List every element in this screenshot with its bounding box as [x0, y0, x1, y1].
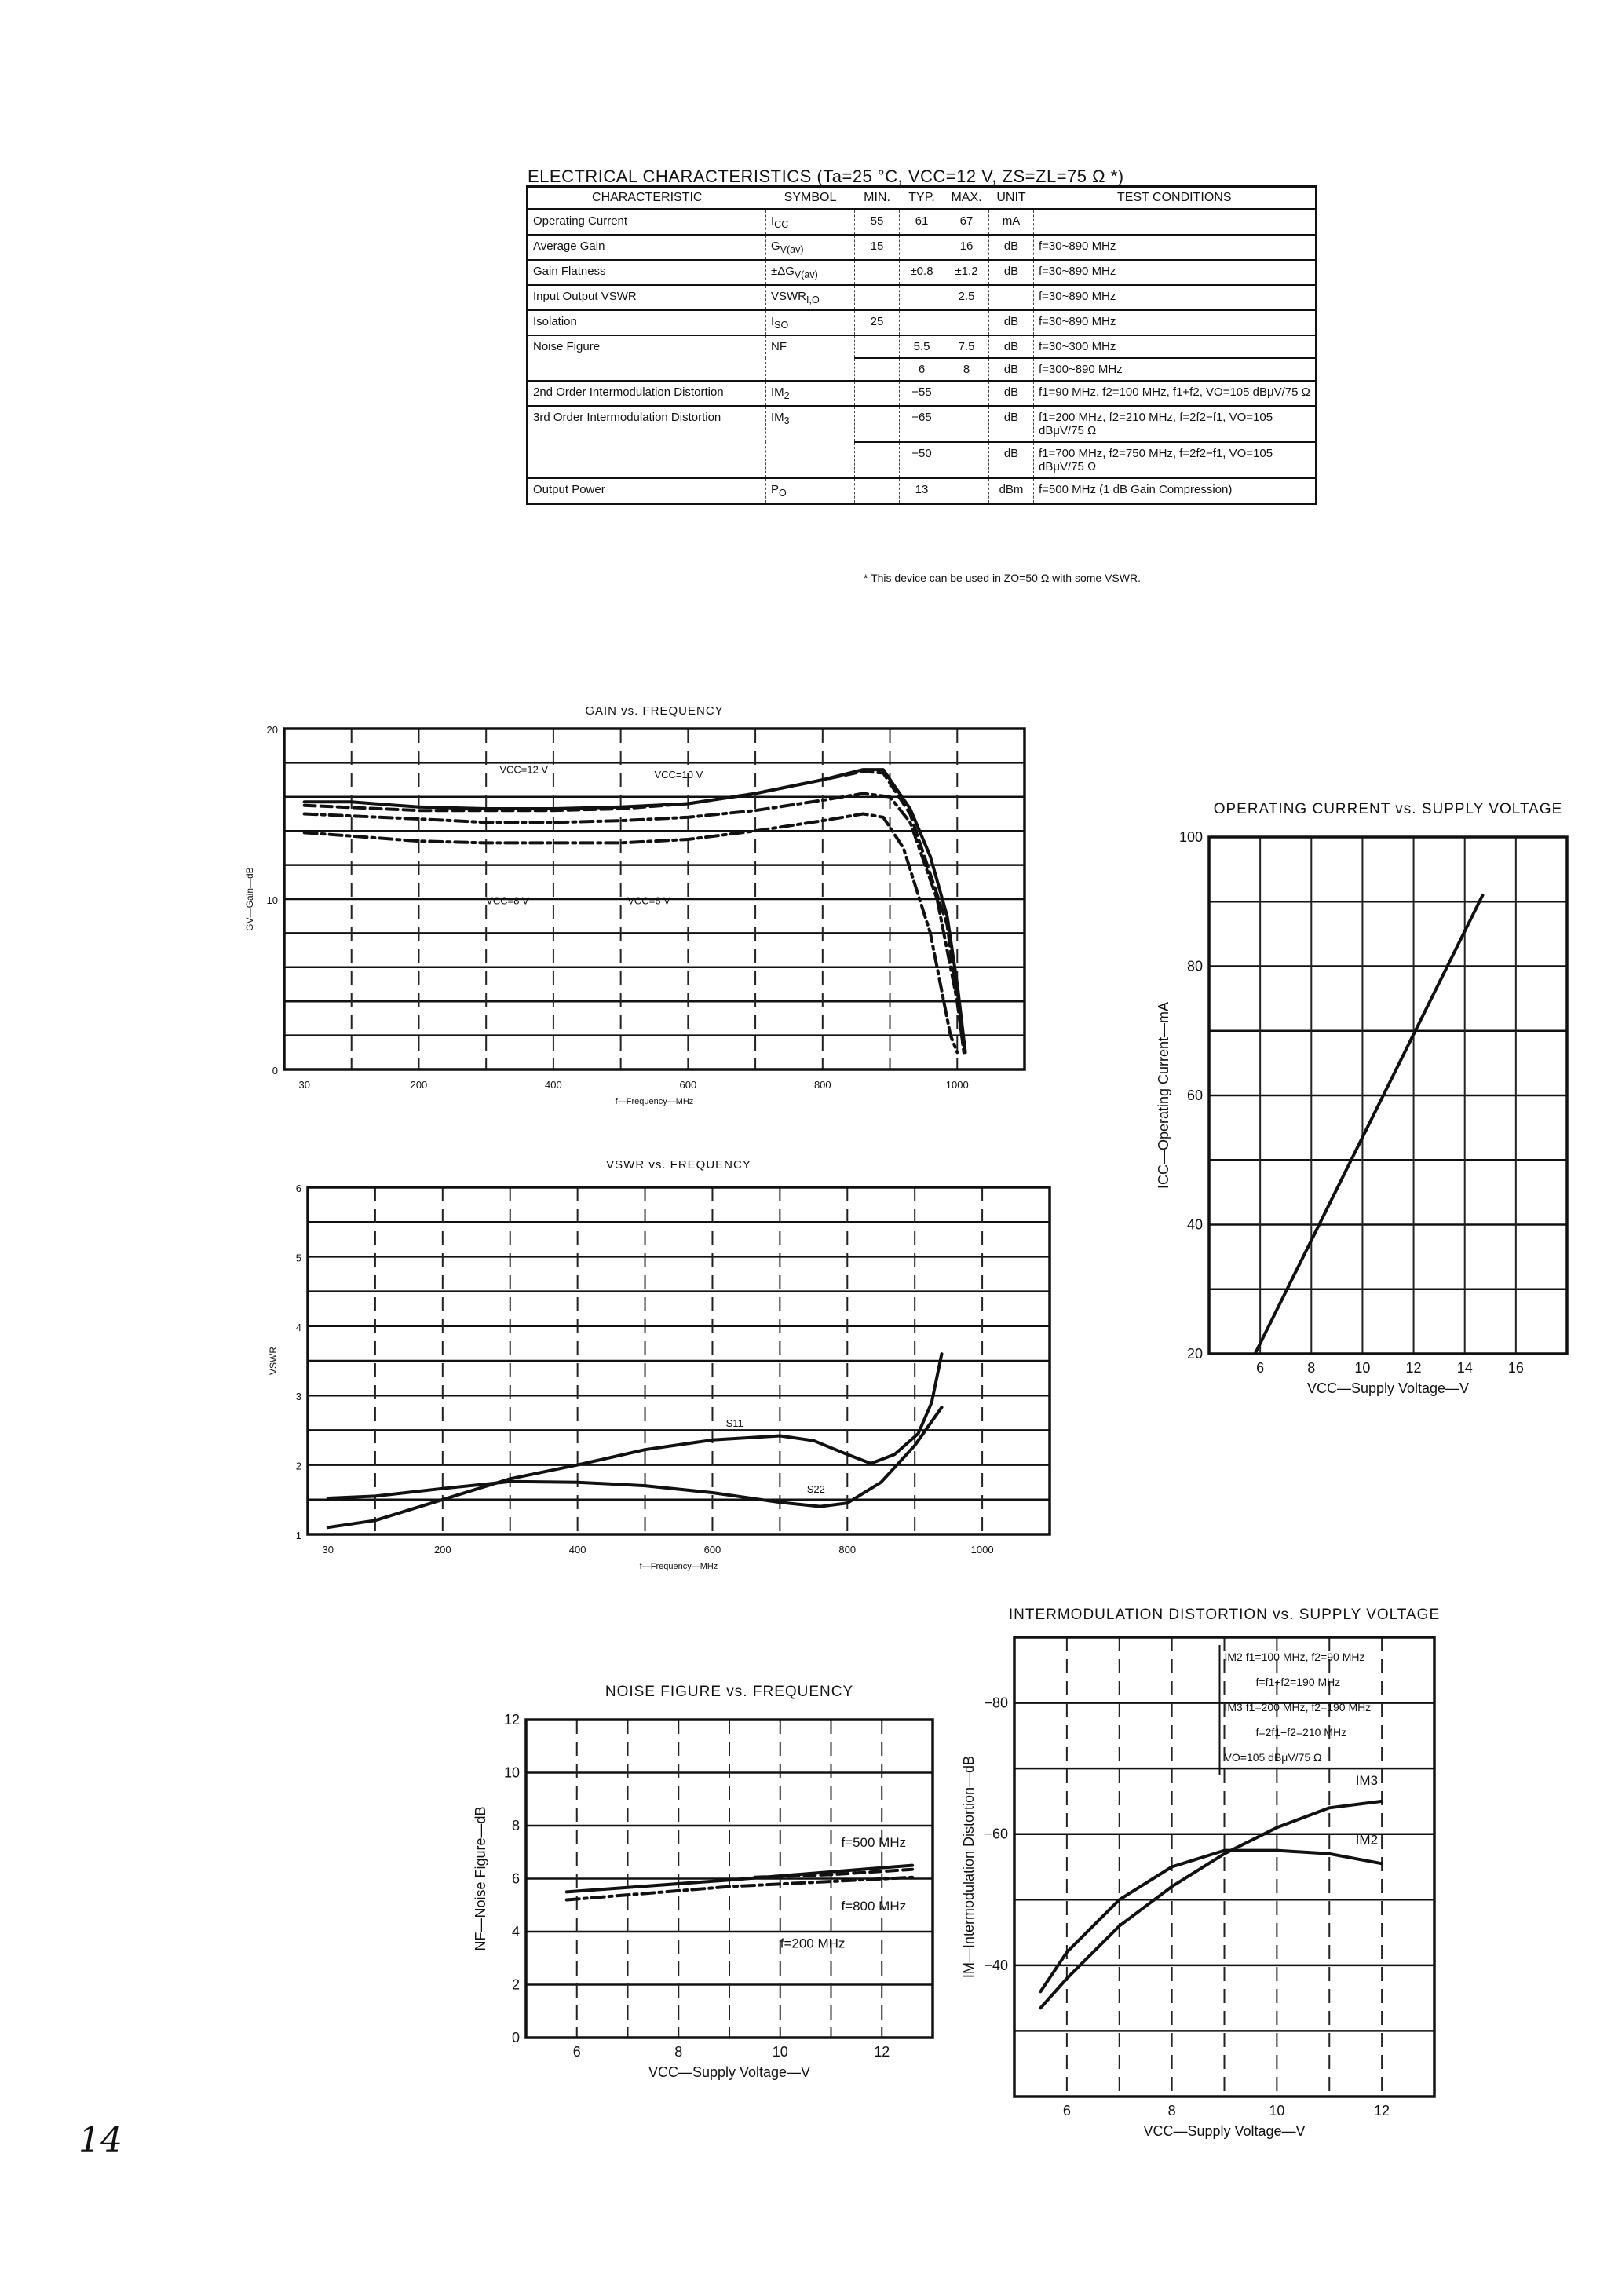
- max-cell: 2.5: [944, 285, 989, 310]
- y-tick-label: 2: [511, 1976, 520, 1993]
- x-tick-label: 1000: [945, 1079, 969, 1091]
- header-typ: TYP.: [900, 187, 944, 210]
- x-tick-label: 6: [1062, 2103, 1071, 2119]
- unit-cell: dB: [989, 335, 1034, 358]
- min-cell: 25: [855, 310, 900, 335]
- x-tick-label: 8: [674, 2044, 683, 2060]
- symbol-base: G: [771, 239, 780, 253]
- y-tick-label: −60: [984, 1826, 1008, 1842]
- x-tick-label: 200: [410, 1079, 428, 1091]
- characteristic-cell: 3rd Order Intermodulation Distortion: [528, 406, 766, 478]
- typ-cell: 61: [900, 210, 944, 236]
- y-tick-label: −40: [984, 1957, 1008, 1973]
- legend-line: VO=105 dBμV/75 Ω: [1224, 1751, 1322, 1764]
- symbol-base: IM: [771, 411, 784, 424]
- unit-cell: dB: [989, 442, 1034, 478]
- legend-line: f=2f1−f2=210 MHz: [1255, 1726, 1347, 1738]
- unit-cell: dB: [989, 310, 1034, 335]
- x-tick-label: 800: [813, 1079, 831, 1091]
- curve-label: VCC=12 V: [499, 763, 549, 776]
- x-tick-label: 12: [1374, 2103, 1390, 2119]
- test-conditions-cell: f=30~890 MHz: [1034, 285, 1317, 310]
- y-axis-label: VSWR: [268, 1347, 279, 1375]
- header-unit: UNIT: [989, 187, 1034, 210]
- typ-cell: 6: [900, 358, 944, 381]
- x-tick-label: 10: [772, 2044, 788, 2060]
- symbol-subscript: 3: [784, 415, 790, 426]
- legend-line: IM3 f1=200 MHz, f2=190 MHz: [1224, 1701, 1372, 1713]
- characteristic-cell: Output Power: [528, 478, 766, 504]
- curve-label: IM2: [1355, 1832, 1379, 1848]
- unit-cell: dBm: [989, 478, 1034, 504]
- curve-label: S11: [725, 1417, 743, 1429]
- symbol-subscript: 2: [784, 390, 790, 401]
- page-number: 14: [79, 2120, 122, 2160]
- x-tick-label: 16: [1507, 1360, 1524, 1376]
- y-tick-label: 0: [511, 2030, 520, 2046]
- chart-title: INTERMODULATION DISTORTION vs. SUPPLY VOLTAGE: [1008, 1607, 1441, 1623]
- header-characteristic: CHARACTERISTIC: [528, 187, 766, 210]
- test-conditions-cell: f=300~890 MHz: [1034, 358, 1317, 381]
- characteristic-cell: Noise Figure: [528, 335, 766, 381]
- symbol-base: NF: [771, 340, 787, 353]
- chart-title: NOISE FIGURE vs. FREQUENCY: [605, 1684, 854, 1700]
- y-axis-label: ICC—Operating Current—mA: [1156, 1001, 1171, 1190]
- x-tick-label: 14: [1456, 1360, 1473, 1376]
- series-line-im2: [1040, 1851, 1382, 1992]
- chart-gain: [244, 704, 1025, 1106]
- chart-title: VSWR vs. FREQUENCY: [606, 1158, 751, 1172]
- test-conditions-cell: f=500 MHz (1 dB Gain Compression): [1034, 478, 1317, 504]
- unit-cell: dB: [989, 260, 1034, 285]
- typ-cell: −50: [900, 442, 944, 478]
- min-cell: 15: [855, 235, 900, 260]
- symbol-base: IM: [771, 386, 784, 399]
- unit-cell: dB: [989, 235, 1034, 260]
- x-tick-label: 6: [572, 2044, 581, 2060]
- max-cell: 8: [944, 358, 989, 381]
- y-tick-label: 10: [266, 894, 278, 906]
- x-tick-label: 600: [679, 1079, 697, 1091]
- max-cell: ±1.2: [944, 260, 989, 285]
- typ-cell: ±0.8: [900, 260, 944, 285]
- symbol-base: I: [771, 214, 775, 228]
- legend-line: f=f1+f2=190 MHz: [1255, 1676, 1341, 1688]
- curve-label: f=800 MHz: [841, 1899, 907, 1914]
- test-conditions-cell: f1=200 MHz, f2=210 MHz, f=2f2−f1, VO=105 dBμV/75 Ω: [1034, 406, 1317, 442]
- y-tick-label: 4: [511, 1924, 520, 1940]
- series-line-vcc-12-v: [305, 770, 966, 1052]
- x-tick-label: 400: [545, 1079, 562, 1091]
- chart-im: [961, 1607, 1440, 2139]
- x-tick-label: 12: [874, 2044, 890, 2060]
- chart-icc: [1156, 801, 1567, 1396]
- y-tick-label: 2: [295, 1460, 301, 1472]
- header-symbol: SYMBOL: [766, 187, 855, 210]
- symbol-subscript: O: [779, 488, 787, 499]
- symbol-subscript: SO: [774, 320, 789, 331]
- unit-cell: dB: [989, 358, 1034, 381]
- unit-cell: dB: [989, 381, 1034, 406]
- x-tick-label: 8: [1307, 1360, 1316, 1376]
- y-tick-label: 8: [511, 1818, 520, 1834]
- characteristic-cell: Input Output VSWR: [528, 285, 766, 310]
- table-footnote: * This device can be used in ZO=50 Ω with some VSWR.: [864, 572, 1141, 584]
- curve-label: VCC=10 V: [654, 768, 703, 781]
- typ-cell: −55: [900, 381, 944, 406]
- curve-label: VCC=8 V: [486, 894, 529, 907]
- y-tick-label: 20: [266, 724, 278, 736]
- y-tick-label: 60: [1186, 1088, 1203, 1103]
- x-axis-label: VCC—Supply Voltage—V: [648, 2064, 811, 2080]
- y-tick-label: 20: [1186, 1346, 1203, 1362]
- symbol-subscript: CC: [774, 219, 789, 230]
- typ-cell: −65: [900, 406, 944, 442]
- chart-title: GAIN vs. FREQUENCY: [585, 704, 724, 718]
- x-tick-label: 12: [1405, 1360, 1422, 1376]
- curve-label: VCC=6 V: [627, 894, 670, 907]
- x-tick-label: 800: [838, 1544, 857, 1556]
- symbol-base: I: [771, 315, 775, 328]
- x-tick-label: 10: [1269, 2103, 1285, 2119]
- y-tick-label: 1: [295, 1530, 301, 1541]
- characteristic-cell: Operating Current: [528, 210, 766, 236]
- x-axis-label: VCC—Supply Voltage—V: [1306, 1380, 1470, 1396]
- legend-line: IM2 f1=100 MHz, f2=90 MHz: [1224, 1651, 1365, 1663]
- y-tick-label: 3: [295, 1391, 301, 1403]
- symbol-base: ±ΔG: [771, 265, 795, 278]
- header-max: MAX.: [944, 187, 989, 210]
- symbol-base: P: [771, 483, 780, 496]
- y-axis-label: GV—Gain—dB: [244, 867, 255, 931]
- x-tick-label: 200: [433, 1544, 451, 1556]
- x-tick-label: 1000: [970, 1544, 994, 1556]
- y-tick-label: 40: [1186, 1216, 1203, 1233]
- y-tick-label: 6: [295, 1183, 301, 1194]
- header-min: MIN.: [855, 187, 900, 210]
- test-conditions-cell: f=30~300 MHz: [1034, 335, 1317, 358]
- test-conditions-cell: f1=90 MHz, f2=100 MHz, f1+f2, VO=105 dBμV/75 Ω: [1034, 381, 1317, 406]
- chart-title: OPERATING CURRENT vs. SUPPLY VOLTAGE: [1213, 801, 1563, 817]
- characteristic-cell: Average Gain: [528, 235, 766, 260]
- symbol-base: VSWR: [771, 290, 806, 303]
- chart-vswr: [268, 1158, 1050, 1571]
- y-tick-label: 12: [503, 1712, 520, 1727]
- test-conditions-cell: f=30~890 MHz: [1034, 310, 1317, 335]
- y-axis-label: NF—Noise Figure—dB: [473, 1806, 488, 1951]
- chart-nf: [473, 1684, 933, 2080]
- max-cell: 67: [944, 210, 989, 236]
- x-tick-label: 400: [568, 1544, 586, 1556]
- max-cell: 16: [944, 235, 989, 260]
- y-tick-label: −80: [984, 1695, 1008, 1711]
- header-test-conditions: TEST CONDITIONS: [1034, 187, 1317, 210]
- y-tick-label: 10: [503, 1764, 520, 1781]
- y-tick-label: 4: [295, 1321, 301, 1333]
- x-tick-label: 8: [1167, 2103, 1176, 2119]
- series-line-vcc-8-v: [305, 794, 964, 1053]
- y-axis-label: IM—Intermodulation Distortion—dB: [961, 1755, 977, 1979]
- y-tick-label: 6: [511, 1870, 520, 1887]
- y-tick-label: 100: [1178, 829, 1203, 845]
- typ-cell: 5.5: [900, 335, 944, 358]
- curve-label: f=200 MHz: [780, 1936, 846, 1951]
- curve-label: S22: [806, 1483, 825, 1495]
- characteristic-cell: 2nd Order Intermodulation Distortion: [528, 381, 766, 406]
- symbol-subscript: I,O: [806, 294, 820, 305]
- characteristic-cell: Gain Flatness: [528, 260, 766, 285]
- x-tick-label: 6: [1256, 1360, 1265, 1376]
- max-cell: 7.5: [944, 335, 989, 358]
- x-axis-label: VCC—Supply Voltage—V: [1143, 2123, 1306, 2139]
- typ-cell: 13: [900, 478, 944, 504]
- x-tick-label: 10: [1354, 1360, 1371, 1376]
- characteristic-cell: Isolation: [528, 310, 766, 335]
- test-conditions-cell: f=30~890 MHz: [1034, 235, 1317, 260]
- curve-label: IM3: [1355, 1773, 1379, 1789]
- test-conditions-cell: f1=700 MHz, f2=750 MHz, f=2f2−f1, VO=105 dBμV/75 Ω: [1034, 442, 1317, 478]
- symbol-subscript: V(av): [794, 269, 818, 280]
- y-tick-label: 5: [295, 1252, 301, 1264]
- x-axis-label: f—Frequency—MHz: [639, 1562, 718, 1571]
- series-line-icc: [1255, 895, 1483, 1354]
- curve-label: f=500 MHz: [841, 1835, 907, 1850]
- electrical-characteristics-title: ELECTRICAL CHARACTERISTICS (Ta=25 °C, VCC=12 V, ZS=ZL=75 Ω *): [528, 166, 1124, 186]
- x-tick-label: 30: [322, 1544, 334, 1556]
- series-line-im3: [1040, 1801, 1382, 2008]
- x-tick-label: 600: [703, 1544, 721, 1556]
- symbol-subscript: V(av): [780, 244, 804, 255]
- unit-cell: mA: [989, 210, 1034, 236]
- unit-cell: dB: [989, 406, 1034, 442]
- min-cell: 55: [855, 210, 900, 236]
- x-axis-label: f—Frequency—MHz: [615, 1097, 694, 1106]
- x-tick-label: 30: [298, 1079, 310, 1091]
- test-conditions-cell: f=30~890 MHz: [1034, 260, 1317, 285]
- y-tick-label: 0: [272, 1065, 278, 1077]
- y-tick-label: 80: [1186, 958, 1203, 974]
